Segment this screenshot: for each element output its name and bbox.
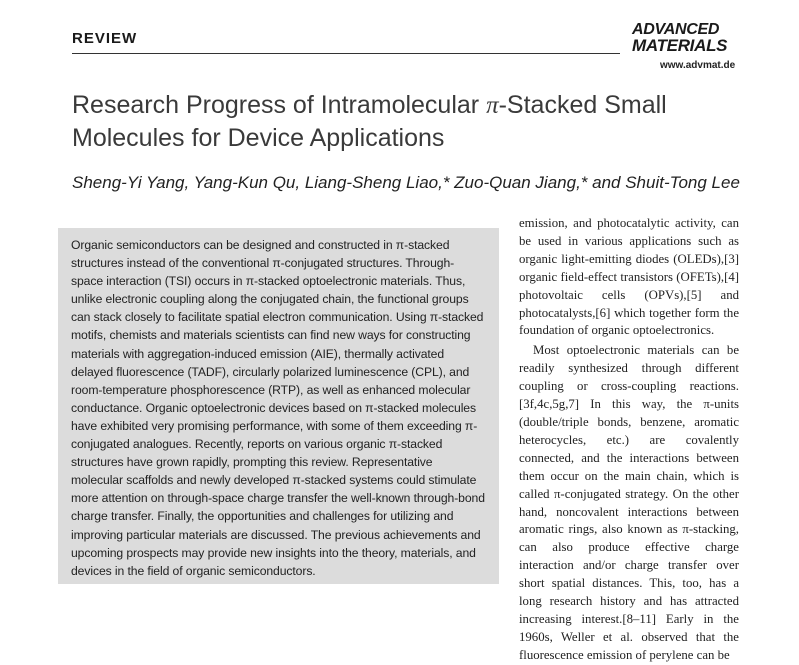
title-pi: π <box>486 92 499 119</box>
header-rule <box>72 53 620 54</box>
title-part1: Research Progress of Intramolecular <box>72 91 487 119</box>
article-title <box>72 89 772 154</box>
body-paragraph-1: emission, and photocatalytic activity, can be used in various applications such as organic light-emitting diodes (OLEDs),[3] organic field-effect transistors (OFETs),[4] photovoltaic cells (OPVs),[5] and photocatalysts,[6] which together form the foundation of organic optoelectronics. <box>519 216 739 338</box>
logo-line-advanced: ADVANCED <box>632 21 720 38</box>
journal-url: www.advmat.de <box>660 60 736 71</box>
abstract-text: Organic semiconductors can be designed and constructed in π-stacked structures instead of the conventional π-conjugated structures. Through-space interaction (TSI) occurs in π-stacked optoelectronic materials. Thus, unlike electronic coupling along the conjugated chain, the functional groups can stack closely to facilitate spatial electron communication. Using π-stacked motifs, chemists and materials scientists can find new ways for constructing materials with aggregation-induced emission (AIE), thermally activated delayed fluorescence (TADF), circularly polarized luminescence (CPL), and room-temperature phosphorescence (RTP), as well as enhanced molecular conductance. Organic optoelectronic devices based on π-stacked molecules have exhibited very promising performance, with some of them exceeding π-conjugated analogues. Recently, reports on various organic π-stacked structures have grown rapidly, prompting this review. Representative molecular scaffolds and newly developed π-stacked systems could stimulate more attention on through-space charge transfer the well-known through-bond charge transfer. Finally, the opportunities and challenges for utilizing and improving particular materials are discussed. The previous achievements and upcoming prospects may provide new insights into the theory, materials, and devices in the field of organic semiconductors. <box>71 238 485 578</box>
abstract-box <box>58 228 499 584</box>
title-part2: -Stacked Small Molecules for Device Applications <box>72 91 667 152</box>
section-label: REVIEW <box>72 30 138 47</box>
author-list: Sheng-Yi Yang, Yang-Kun Qu, Liang-Sheng Liao,* Zuo-Quan Jiang,* and Shuit-Tong Lee <box>72 173 740 192</box>
body-column <box>519 215 739 665</box>
logo-line-materials: MATERIALS <box>632 36 728 55</box>
body-paragraph-2: Most optoelectronic materials can be readily synthesized through different coupling or cross-coupling reactions.[3f,4c,5g,7] In this way, the π-units (double/triple bonds, benzene, aromatic heterocycles, etc.) are covalently connected, and the interactions between them occur on the main chain, which is called π-conjugated strategy. On the other hand, noncovalent interactions between aromatic rings, also known as π-stacking, can also produce effective charge interaction and/or charge transfer over short spatial distances. This, too, has a long research history and has attracted increasing interest.[8–11] Early in the 1960s, Weller et al. observed that the fluorescence emission of perylene can be <box>519 343 739 662</box>
journal-logo <box>632 22 742 56</box>
